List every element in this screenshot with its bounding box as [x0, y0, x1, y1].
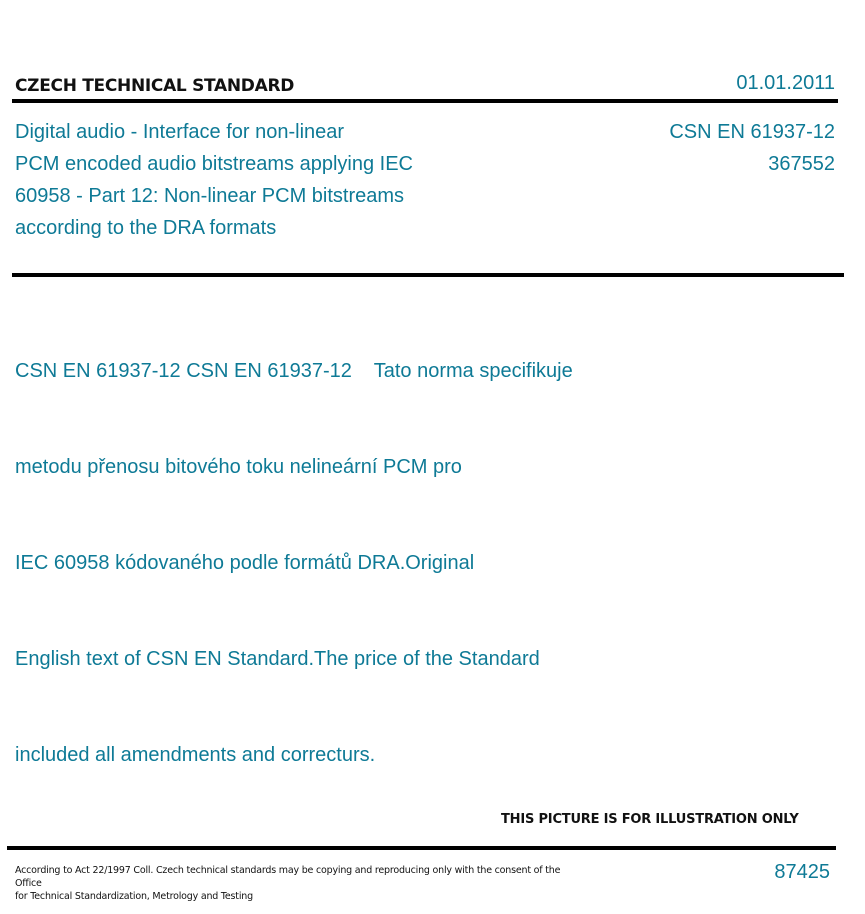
document-category-label: CZECH TECHNICAL STANDARD — [15, 76, 295, 96]
description-line: included all amendments and correcturs. — [15, 744, 376, 766]
legal-notice — [15, 864, 575, 903]
title-line: 60958 - Part 12: Non-linear PCM bitstreams — [15, 185, 405, 207]
standard-code: CSN EN 61937-12 — [669, 121, 835, 143]
description-line: English text of CSN EN Standard.The price of the Standard — [15, 648, 540, 670]
standard-number: 367552 — [768, 153, 835, 175]
footer-divider — [7, 846, 836, 850]
header-divider — [12, 99, 838, 103]
publication-date: 01.01.2011 — [736, 72, 835, 94]
standard-identifiers — [669, 116, 835, 180]
legal-line: for Technical Standardization, Metrology and Testing — [15, 891, 253, 902]
description-line: metodu přenosu bitového toku nelineární PCM pro — [15, 456, 462, 478]
title-line: Digital audio - Interface for non-linear — [15, 121, 345, 143]
title-line: PCM encoded audio bitstreams applying IEC — [15, 153, 413, 175]
description-line: IEC 60958 kódovaného podle formátů DRA.Original — [15, 552, 475, 574]
title-line: according to the DRA formats — [15, 217, 277, 239]
legal-line: According to Act 22/1997 Coll. Czech technical standards may be copying and reproducing only with the consent of the Office — [15, 865, 561, 889]
standard-description — [15, 291, 635, 803]
standard-title — [15, 116, 485, 244]
illustration-disclaimer: THIS PICTURE IS FOR ILLUSTRATION ONLY — [501, 812, 799, 827]
title-divider — [12, 273, 844, 277]
catalog-number: 87425 — [774, 861, 830, 883]
description-line: CSN EN 61937-12 CSN EN 61937-12 Tato norma specifikuje — [15, 360, 573, 382]
